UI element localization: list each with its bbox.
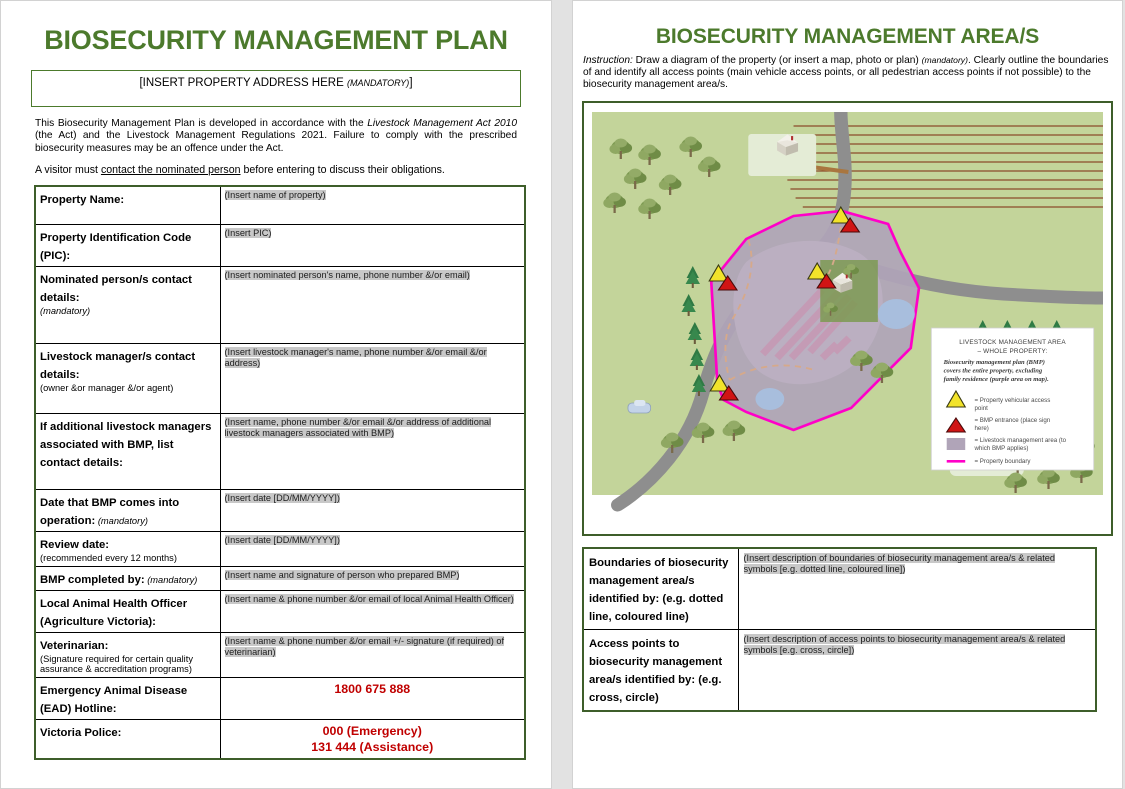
row-label-cell <box>35 531 220 566</box>
row-label: Local Animal Health Officer (Agriculture Victoria): <box>40 597 188 628</box>
row-value-input[interactable] <box>220 413 525 489</box>
row-label: Victoria Police: <box>40 726 122 739</box>
row-value-input[interactable] <box>220 489 525 531</box>
table-row <box>35 566 525 590</box>
table-row <box>35 266 525 343</box>
placeholder-text: (Insert name & phone number &/or email +/- signature (if required) of veterinarian) <box>224 635 505 657</box>
placeholder-text: (Insert name and signature of person who prepared BMP) <box>224 569 460 580</box>
row-label-cell <box>583 548 738 630</box>
map-pond-left <box>755 388 784 410</box>
instruction-label: Instruction: <box>583 55 633 66</box>
visitor-text-before: A visitor must <box>35 164 101 177</box>
row-sublabel: (owner &or manager &/or agent) <box>40 382 174 393</box>
row-label: Veterinarian: <box>40 639 109 652</box>
intro-part-1: This Biosecurity Management Plan is developed in accordance with the <box>35 118 368 129</box>
table-row <box>35 590 525 632</box>
row-label: If additional livestock managers associated with BMP, list contact details: <box>40 420 212 469</box>
table-row <box>35 677 525 719</box>
contact-number: 000 (Emergency) <box>322 723 422 738</box>
row-label-cell <box>35 590 220 632</box>
table-row <box>35 224 525 266</box>
table-row <box>583 629 1096 711</box>
table-row <box>35 531 525 566</box>
row-label: Property Identification Code (PIC): <box>40 231 192 262</box>
legend-swatch-management-area <box>947 438 966 450</box>
row-value-input[interactable] <box>220 632 525 677</box>
intro-paragraph <box>35 118 517 155</box>
table-row <box>35 343 525 413</box>
row-value-contact <box>220 677 525 719</box>
row-label-cell <box>35 343 220 413</box>
instruction-body-2: . Clearly outline the boundaries of and identify all access points (main vehicle access points, or all pedestrian access points if not possible) to the biosecurity management area/s. <box>583 55 1109 91</box>
page-left <box>0 0 552 789</box>
table-row <box>35 186 525 224</box>
placeholder-text: (Insert livestock manager's name, phone number &/or email &/or address) <box>224 346 487 369</box>
row-label: Date that BMP comes into operation: <box>40 496 180 527</box>
row-value-input[interactable] <box>220 343 525 413</box>
area-description-table <box>582 547 1097 712</box>
address-placeholder-text: [INSERT PROPERTY ADDRESS HERE <box>139 77 347 89</box>
row-label-cell <box>35 413 220 489</box>
row-label: Emergency Animal Disease (EAD) Hotline: <box>40 684 188 715</box>
property-address-field[interactable] <box>31 70 521 107</box>
area-page-title: BIOSECURITY MANAGEMENT AREA/S <box>655 25 1040 48</box>
placeholder-text: (Insert date [DD/MM/YYYY]) <box>224 492 340 503</box>
table-row <box>35 413 525 489</box>
legend-description: Biosecurity management plan (BMP) covers the entire property, excluding family residence (purple area on map). <box>943 358 1049 383</box>
row-sublabel: (mandatory) <box>95 515 148 526</box>
legend-item-label-1: = BMP entrance (place sign here) <box>974 416 1051 432</box>
row-label: Access points to biosecurity management area/s identified by: (e.g. cross, circle) <box>589 637 723 704</box>
placeholder-text: (Insert description of boundaries of biosecurity management area/s & related symbols [e.g. dotted line, coloured line]) <box>743 552 1056 575</box>
table-row <box>35 489 525 531</box>
row-label: BMP completed by: <box>40 573 145 586</box>
instruction-mandatory-note: (mandatory) <box>921 55 968 65</box>
map-legend <box>931 328 1093 470</box>
row-label: Livestock manager/s contact details: <box>40 350 196 381</box>
row-label: Review date: <box>40 538 110 551</box>
page-title: BIOSECURITY MANAGEMENT PLAN <box>44 25 508 55</box>
row-label-cell <box>35 224 220 266</box>
placeholder-text: (Insert description of access points to biosecurity management area/s & related symbols [e.g. cross, circle]) <box>743 633 1066 656</box>
row-label-cell <box>35 266 220 343</box>
legend-heading-line-2: – WHOLE PROPERTY: <box>977 347 1048 355</box>
row-value-input[interactable] <box>220 566 525 590</box>
table-row <box>35 719 525 758</box>
row-sublabel: (Signature required for certain quality assurance & accreditation programs) <box>40 653 193 675</box>
row-value-input[interactable] <box>220 186 525 224</box>
row-label-cell <box>583 629 738 711</box>
placeholder-text: (Insert PIC) <box>224 227 272 238</box>
placeholder-text: (Insert date [DD/MM/YYYY]) <box>224 534 340 545</box>
row-label: Boundaries of biosecurity management area/s identified by: (e.g. dotted line, coloured line) <box>589 556 729 623</box>
visitor-link-text[interactable]: contact the nominated person <box>100 164 241 177</box>
row-value-input[interactable] <box>220 531 525 566</box>
placeholder-text: (Insert name of property) <box>224 190 326 201</box>
legend-item-label-0: = Property vehicular access point <box>974 396 1051 412</box>
row-value-input[interactable] <box>220 590 525 632</box>
legend-item-label-2: = Livestock management area (to which BMP applies) <box>974 436 1067 452</box>
row-label-cell <box>35 719 220 758</box>
address-mandatory-note: (MANDATORY) <box>346 78 410 88</box>
row-sublabel: (mandatory) <box>40 305 91 316</box>
row-sublabel: (recommended every 12 months) <box>40 552 177 563</box>
property-map-diagram <box>592 112 1103 525</box>
table-row <box>583 548 1096 630</box>
row-label-cell <box>35 489 220 531</box>
row-value-input[interactable] <box>738 629 1096 711</box>
placeholder-text: (Insert name & phone number &/or email of local Animal Health Officer) <box>224 593 514 604</box>
row-value-input[interactable] <box>738 548 1096 630</box>
page-gutter <box>552 0 572 789</box>
instruction-body-1: Draw a diagram of the property (or insert a map, photo or plan) <box>632 55 922 66</box>
visitor-text-after: before entering to discuss their obligations. <box>240 164 445 177</box>
row-label-cell <box>35 677 220 719</box>
table-row <box>35 632 525 677</box>
intro-part-2: (the Act) and the Livestock Management Regulations 2021. Failure to comply with the prescribed biosecurity measures may be an offence under the Act. <box>35 130 517 154</box>
placeholder-text: (Insert name, phone number &/or email &/or address of additional livestock managers associated with BMP) <box>224 416 492 439</box>
row-value-contact <box>220 719 525 758</box>
instruction-paragraph <box>583 55 1112 92</box>
address-closing-bracket: ] <box>409 77 413 89</box>
placeholder-text: (Insert nominated person's name, phone number &/or email) <box>224 269 470 280</box>
page-right <box>572 0 1123 789</box>
intro-act-name: Livestock Management Act 2010 <box>367 118 517 129</box>
row-label-cell <box>35 566 220 590</box>
legend-heading-line-1: LIVESTOCK MANAGEMENT AREA <box>959 338 1066 346</box>
legend-swatch-boundary <box>947 460 966 463</box>
row-label-cell <box>35 186 220 224</box>
property-details-table <box>34 185 526 759</box>
row-label-cell <box>35 632 220 677</box>
row-value-input[interactable] <box>220 224 525 266</box>
map-pond-right <box>878 299 915 329</box>
property-map-frame[interactable] <box>582 101 1113 536</box>
row-value-input[interactable] <box>220 266 525 343</box>
contact-number: 131 444 (Assistance) <box>311 739 434 754</box>
legend-item-label-3: = Property boundary <box>974 457 1031 465</box>
row-label: Nominated person/s contact details: <box>40 273 192 304</box>
row-sublabel: (mandatory) <box>144 574 198 585</box>
contact-number: 1800 675 888 <box>334 681 411 696</box>
visitor-notice <box>35 164 517 176</box>
row-label: Property Name: <box>40 194 125 207</box>
